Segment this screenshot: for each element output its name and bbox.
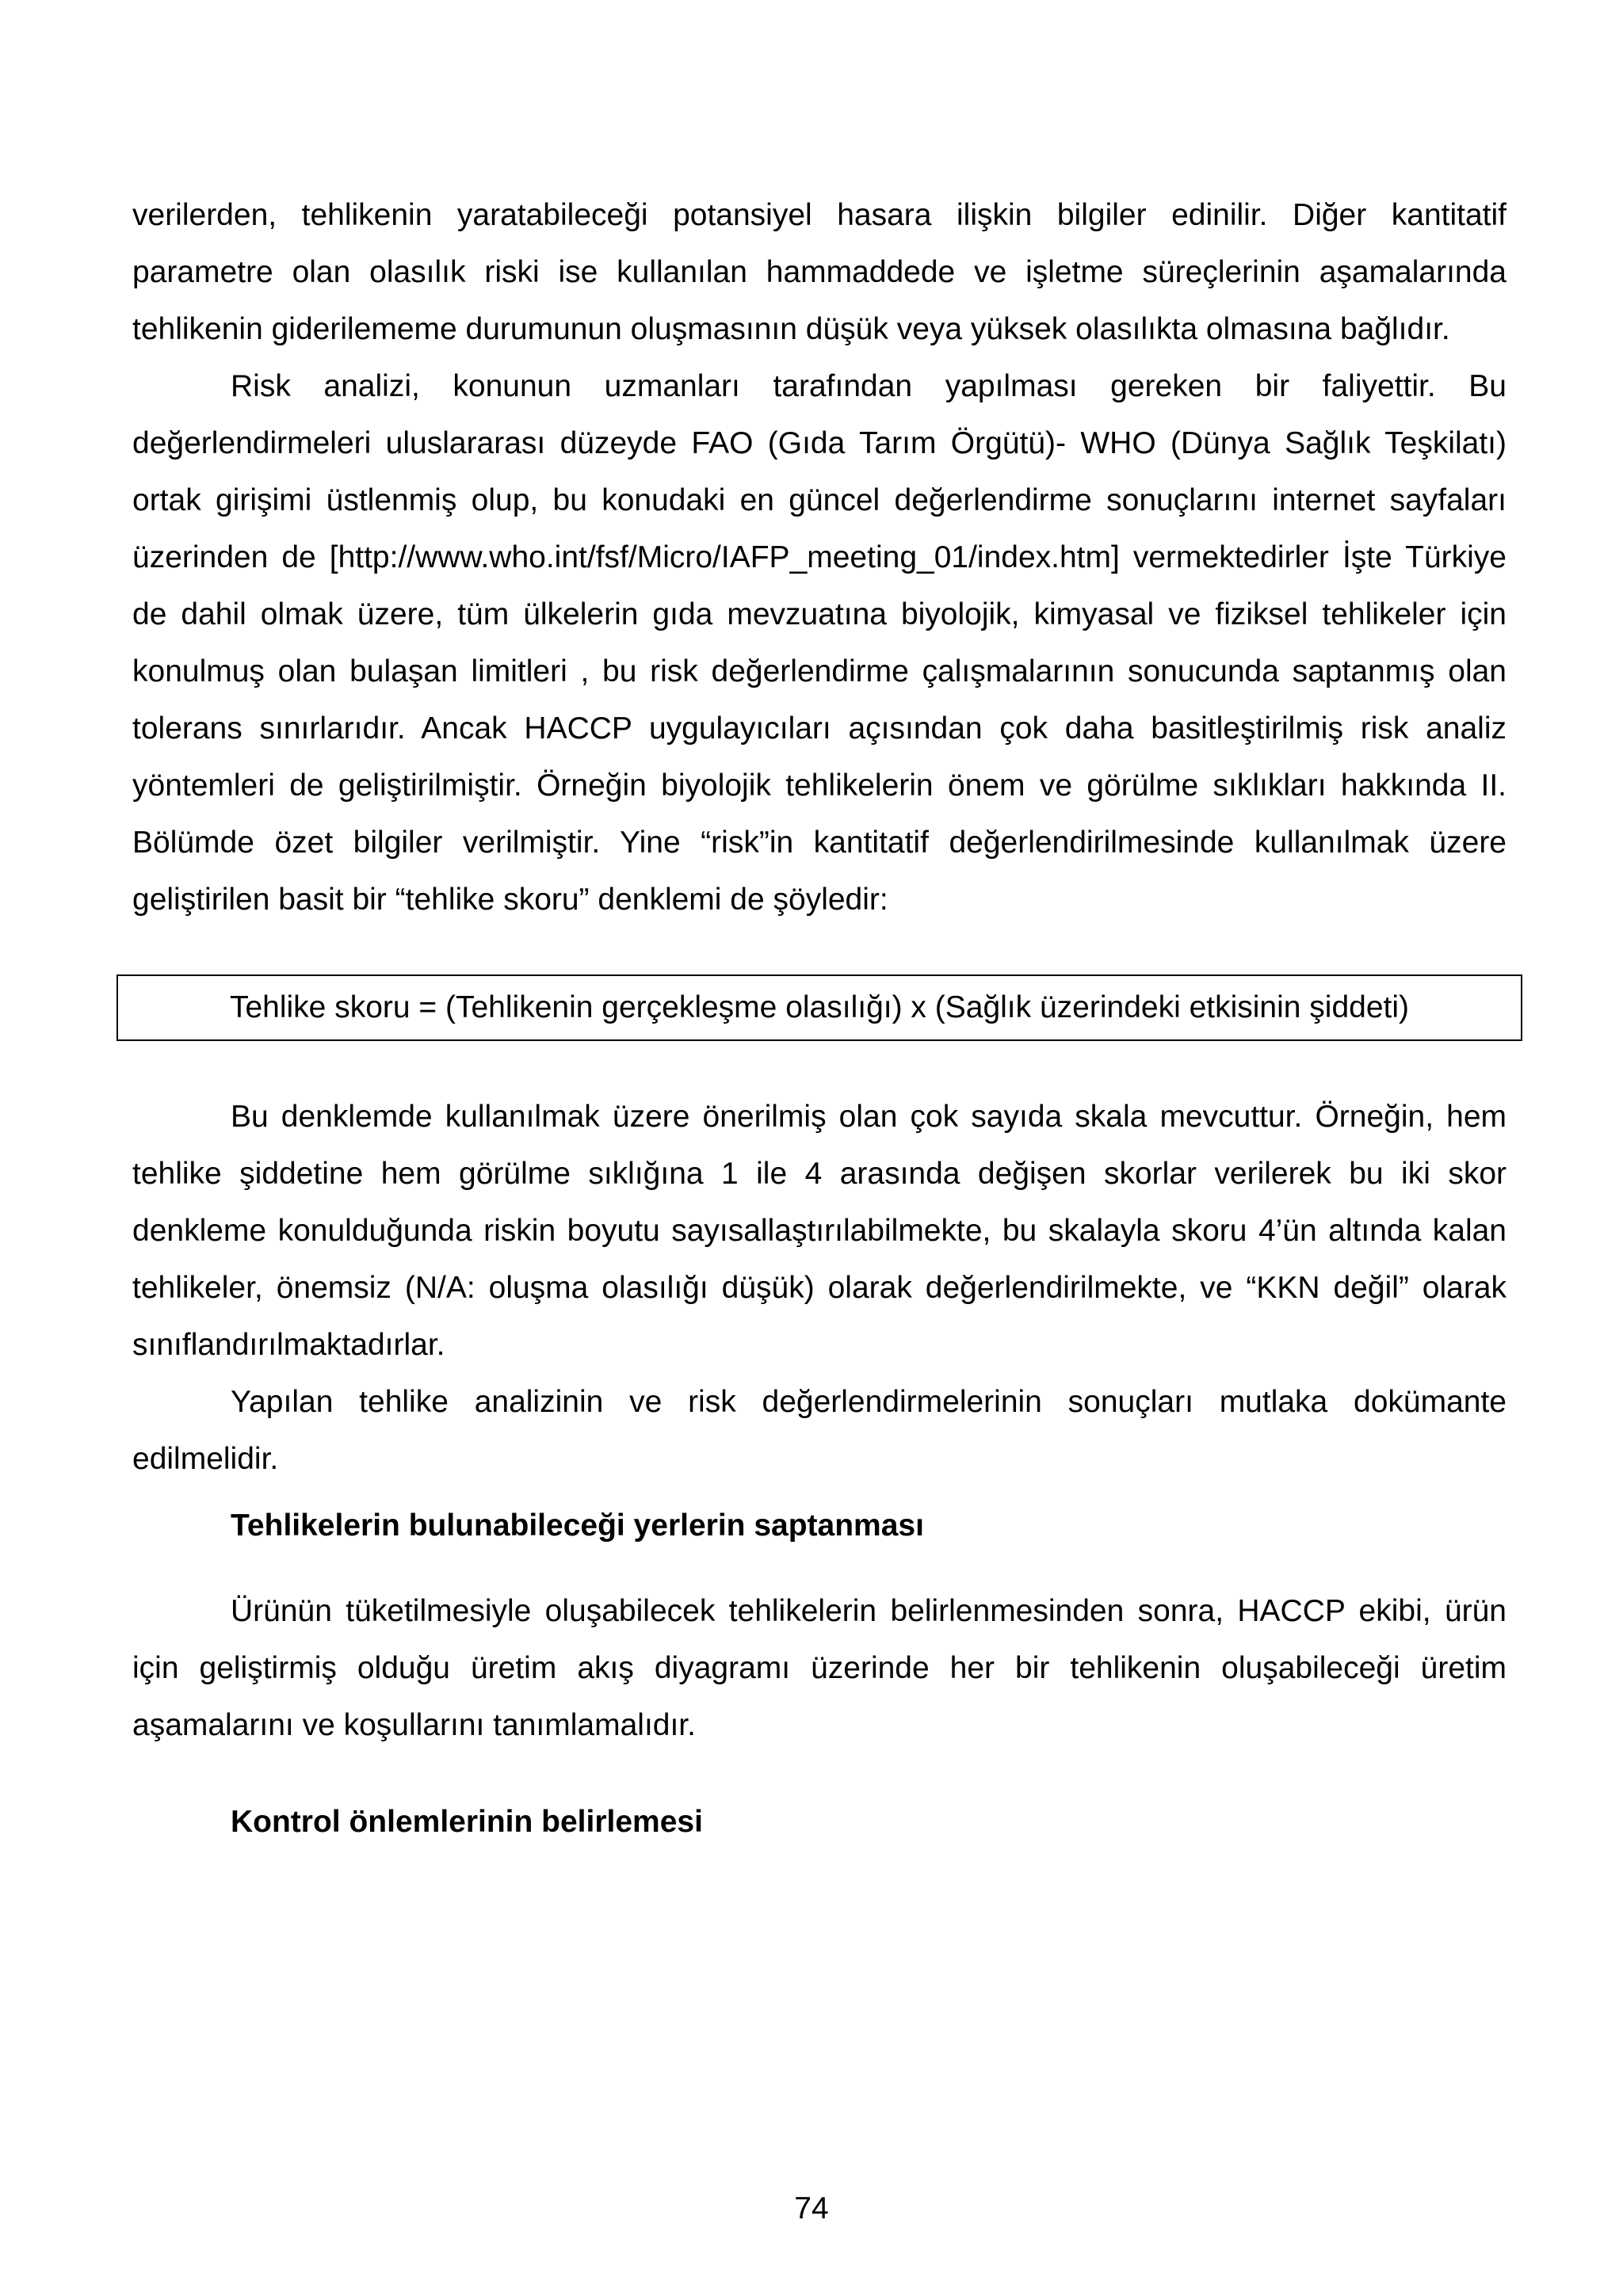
document-page [132,187,1507,1851]
page-number: 74 [794,2191,829,2225]
paragraph-documentation: Yapılan tehlike analizinin ve risk değerlendirmelerinin sonuçları mutlaka dokümante edilmelidir. [132,1385,1507,1476]
paragraph-risk-analysis: Risk analizi, konunun uzmanları tarafından yapılması gereken bir faliyettir. Bu değerlendirmeleri uluslararası düzeyde FAO (Gıda Tarım Örgütü)- WHO (Dünya Sağlık Teşkilatı) ortak girişimi üstlenmiş olup, bu konudaki en güncel değerlendirme sonuçlarını internet sayfaları üzerinden de [http://www.who.int/fsf/Micro/IAFP_meeting_01/index.htm] vermektedirler İşte Türkiye de dahil olmak üzere, tüm ülkelerin gıda mevzuatına biyolojik, kimyasal ve fiziksel tehlikeler için konulmuş olan bulaşan limitleri , bu risk değerlendirme çalışmalarının sonucunda saptanmış olan tolerans sınırlarıdır. Ancak HACCP uygulayıcıları açısından çok daha basitleştirilmiş risk analiz yöntemleri de geliştirilmiştir. Örneğin biyolojik tehlikelerin önem ve görülme sıklıkları hakkında II. Bölümde özet bilgiler verilmiştir. Yine “risk”in kantitatif değerlendirilmesinde kullanılmak üzere geliştirilen basit bir “tehlike skoru” denklemi de şöyledir: [132,369,1507,917]
hazard-score-formula-box [116,974,1522,1041]
heading-hazard-locations: Tehlikelerin bulunabileceği yerlerin saptanması [231,1508,924,1543]
paragraph-risk-probability: verilerden, tehlikenin yaratabileceği potansiyel hasara ilişkin bilgiler edinilir. Diğer kantitatif parametre olan olasılık riski ise kullanılan hammaddede ve işletme süreçlerinin aşamalarında tehlikenin giderilememe durumunun oluşmasının düşük veya yüksek olasılıkta olmasına bağlıdır. [132,198,1507,346]
hazard-score-formula: Tehlike skoru = (Tehlikenin gerçekleşme olasılığı) x (Sağlık üzerindeki etkisinin şiddeti) [229,990,1410,1024]
paragraph-hazard-locations: Ürünün tüketilmesiyle oluşabilecek tehlikelerin belirlenmesinden sonra, HACCP ekibi, ürün için geliştirmiş olduğu üretim akış diyagramı üzerinde her bir tehlikenin oluşabileceği üretim aşamalarını ve koşullarını tanımlamalıdır. [132,1594,1507,1742]
paragraph-scale: Bu denklemde kullanılmak üzere önerilmiş olan çok sayıda skala mevcuttur. Örneğin, hem tehlike şiddetine hem görülme sıklığına 1 ile 4 arasında değişen skorlar verilerek bu iki skor denkleme konulduğunda riskin boyutu sayısallaştırılabilmekte, bu skalayla skoru 4’ün altında kalan tehlikeler, önemsiz (N/A: oluşma olasılığı düşük) olarak değerlendirilmekte, ve “KKN değil” olarak sınıflandırılmaktadırlar. [132,1100,1507,1362]
heading-control-measures: Kontrol önlemlerinin belirlemesi [231,1805,703,1839]
